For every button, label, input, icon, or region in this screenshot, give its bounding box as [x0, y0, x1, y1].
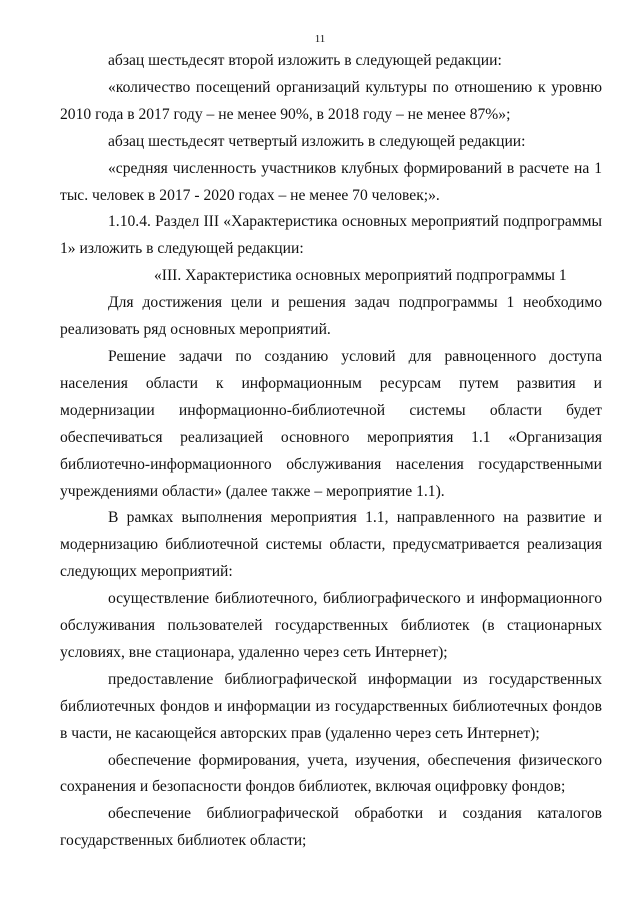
page-number: 11 — [314, 33, 326, 45]
paragraph: абзац шестьдесят четвертый изложить в следующей редакции: — [108, 132, 526, 150]
paragraph: 1.10.4. Раздел III «Характеристика основных мероприятий подпрограммы 1» изложить в следующей редакции: — [60, 213, 602, 258]
list-item: обеспечение библиографической обработки и создания каталогов государственных библиотек области; — [60, 805, 602, 850]
list-item: обеспечение формирования, учета, изучения, обеспечения физического сохранения и безопасности фондов библиотек, включая оцифровку фондов; — [60, 751, 602, 796]
paragraph: «средняя численность участников клубных формирований в расчете на 1 тыс. человек в 2017 - 2020 годах – не менее 70 человек;». — [60, 159, 602, 204]
paragraph: абзац шестьдесят второй изложить в следующей редакции: — [108, 52, 502, 69]
list-item: предоставление библиографической информации из государственных библиотечных фондов и информации из государственных библиотечных фондов в части, не касающейся авторских прав (удаленно через сеть Интернет); — [60, 670, 602, 742]
section-heading: «III. Характеристика основных мероприятий подпрограммы 1 — [154, 267, 567, 285]
paragraph: В рамках выполнения мероприятия 1.1, направленного на развитие и модернизацию библиотечной системы области, предусматривается реализация следующих мероприятий: — [60, 509, 602, 581]
paragraph: Для достижения цели и решения задач подпрограммы 1 необходимо реализовать ряд основных мероприятий. — [60, 294, 602, 339]
list-item: осуществление библиотечного, библиографического и информационного обслуживания пользователей государственных библиотек (в стационарных условиях, вне стационара, удаленно через сеть Интернет); — [60, 590, 602, 661]
paragraph: Решение задачи по созданию условий для равноценного доступа населения области к информационным ресурсам путем развития и модернизации информационно-библиотечной системы области будет обеспечиваться реализацией основного мероприятия 1.1 «Организация библиотечно-информационного обслуживания населения государственными учреждениями области» (далее также – мероприятие 1.1). — [60, 347, 602, 500]
document-body — [60, 48, 602, 855]
paragraph: «количество посещений организаций культуры по отношению к уровню 2010 года в 2017 году – не менее 90%, в 2018 году – не менее 87%»; — [60, 78, 602, 123]
